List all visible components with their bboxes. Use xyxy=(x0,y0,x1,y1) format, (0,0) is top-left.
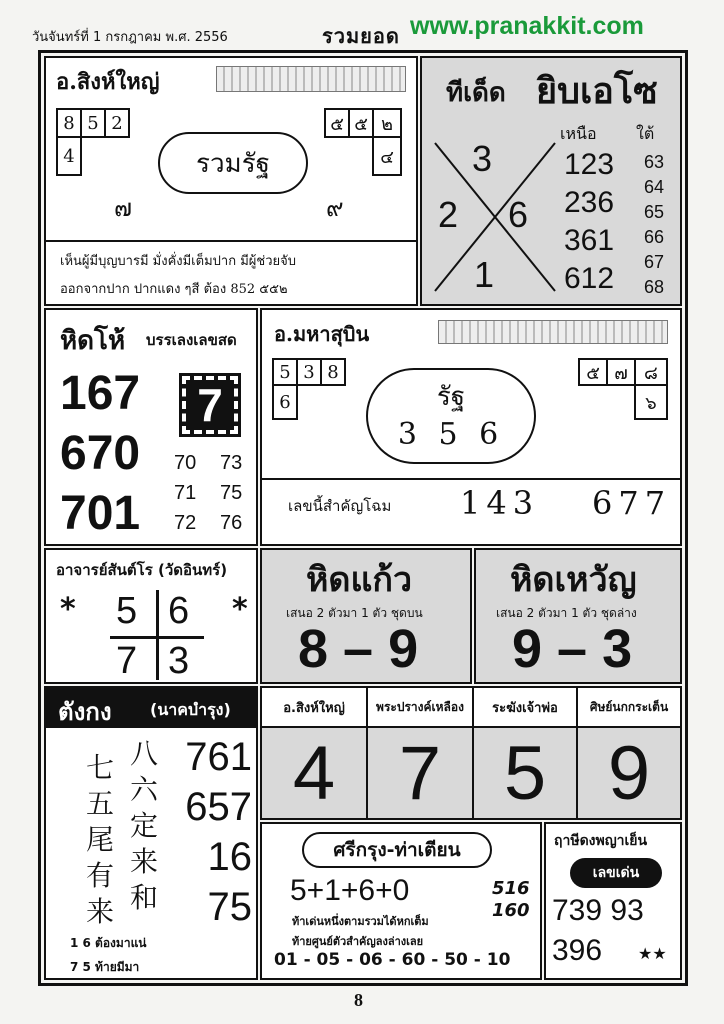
x-bottom-digit: 1 xyxy=(474,254,495,295)
srikrung-series: 01 - 05 - 06 - 60 - 50 - 10 xyxy=(274,950,511,970)
hitho-pair: 72 xyxy=(174,512,197,534)
north-number: 361 xyxy=(564,224,615,257)
south-number: 66 xyxy=(644,227,665,247)
south-number: 64 xyxy=(644,177,665,197)
four-col-head: ศิษย์นกกระเต็น xyxy=(589,699,669,714)
south-number: 63 xyxy=(644,152,665,172)
ruesi-stars-icon: ★★ xyxy=(638,944,667,963)
ruesi-badge-text: เลขเด่น xyxy=(592,865,640,881)
south-number: 65 xyxy=(644,202,665,222)
mahasuban-bottom-a: 143 xyxy=(460,484,540,522)
tangkong-note2: 7 5 ท้ายมีมา xyxy=(70,960,140,974)
ruesi-badge xyxy=(570,858,662,888)
signature-doodle xyxy=(438,320,668,344)
four-col-head: ระฆังเจ้าพ่อ xyxy=(474,688,578,726)
tangkong-number: 761 xyxy=(185,735,252,779)
mahasuban-bottom-b: 677 xyxy=(592,484,672,522)
header-date: วันจันทร์ที่ 1 กรกฎาคม พ.ศ. 2556 xyxy=(32,30,228,45)
star-left: * xyxy=(60,592,76,627)
singyai-line1: เห็นผู้มีบุญบารมี มั่งคั่งมีเต็มปาก มีผู้ช่วยจับ xyxy=(60,254,296,269)
tangkong-note1: 1 6 ต้องมาแน่ xyxy=(70,936,147,950)
hitho-stamp-digit: 7 xyxy=(197,379,223,431)
hitho-pair: 70 xyxy=(174,452,197,474)
four-col-digit: 9 xyxy=(607,730,651,816)
srikrung-side-b: 160 xyxy=(492,900,530,921)
tangkong-header xyxy=(46,688,256,728)
four-columns-panel xyxy=(260,686,682,820)
hited-title-a: ทีเด็ด xyxy=(446,78,506,108)
hitkaew-pair: 8 – 9 xyxy=(298,619,419,679)
star-right: * xyxy=(232,592,248,627)
singyai-digit: 5 xyxy=(80,108,106,138)
mahasuban-title: อ.มหาสุบิน xyxy=(274,322,370,346)
x-top-digit: 3 xyxy=(472,138,493,179)
mahasuban-bottom-label: เลขนี้สำคัญโฉม xyxy=(288,497,392,515)
chinese-text-left: 七 五 尾 有 来 xyxy=(86,751,115,928)
hitho-pair: 73 xyxy=(220,452,243,474)
singyai-digit: ๒ xyxy=(372,108,402,138)
singyai-digit: ๕ xyxy=(324,108,350,138)
tangkong-subtitle: (นาคบำรุง) xyxy=(150,700,231,719)
x-right-digit: 6 xyxy=(508,194,529,235)
hitwan-title: หิดเหวัญ xyxy=(510,560,637,600)
mahasuban-side: 6 xyxy=(272,384,298,420)
srikrung-note2: ท้ายศูนย์ตัวสำคัญลงล่างเลย xyxy=(292,935,424,948)
singyai-digit: 8 xyxy=(56,108,82,138)
hitkaew-title: หิดแก้ว xyxy=(306,560,413,600)
divider xyxy=(46,240,416,242)
hited-title-b: ยิบเอโซ xyxy=(536,71,658,112)
mahasuban-digit: 5 xyxy=(272,358,298,386)
singyai-cloud xyxy=(158,132,308,194)
ajarn-digit: 6 xyxy=(168,590,190,632)
hitho-pair: 75 xyxy=(220,482,243,504)
signature-doodle xyxy=(216,66,406,92)
four-col-head: พระปรางค์เหลือง xyxy=(368,688,474,726)
four-col-head: อ.สิงห์ใหญ่ xyxy=(262,688,368,726)
ruesi-last: 396 xyxy=(552,934,603,967)
singyai-side: ๔ xyxy=(372,136,402,176)
north-number: 612 xyxy=(564,262,615,295)
mahasuban-cloud xyxy=(366,368,536,464)
singyai-low-left: ๗ xyxy=(114,194,133,222)
singyai-digit: 2 xyxy=(104,108,130,138)
srikrung-title xyxy=(302,832,492,868)
hitho-subtitle: บรรเลงเลขสด xyxy=(146,331,237,349)
hitho-number: 670 xyxy=(60,427,141,480)
hitho-number: 167 xyxy=(60,367,141,420)
south-number: 68 xyxy=(644,277,665,297)
north-number: 236 xyxy=(564,186,615,219)
singyai-line2: ออกจากปาก ปากแดง ๆสี ต้อง 852 ๕๕๒ xyxy=(60,282,288,297)
hitwan-note: เสนอ 2 ตัวมา 1 ตัว ชุดล่าง xyxy=(496,606,637,620)
mahasuban-digit: 3 xyxy=(296,358,322,386)
x-left-digit: 2 xyxy=(438,194,459,235)
hitho-panel xyxy=(44,308,258,546)
singyai-title: อ.สิงห์ใหญ่ xyxy=(56,69,160,95)
tangkong-number: 16 xyxy=(207,835,252,879)
hited-yib-panel xyxy=(420,56,682,306)
chinese-text-right: 八 六 定 来 和 xyxy=(130,737,159,914)
ruesi-title: ฤาษีดงพญาเย็น xyxy=(554,833,648,849)
ajarn-digit: 7 xyxy=(116,640,138,682)
mahasuban-digit: ๘ xyxy=(634,358,668,386)
tangkong-number: 75 xyxy=(207,885,252,929)
singyai-center-text: รวมรัฐ xyxy=(195,148,270,179)
four-col-digit: 4 xyxy=(262,728,368,818)
mahasuban-side: ๖ xyxy=(634,384,668,420)
srikrung-formula: 5+1+6+0 xyxy=(290,874,410,907)
singyai-side: 4 xyxy=(56,136,82,176)
col-south-label: ใต้ xyxy=(636,124,655,143)
header-site-link[interactable]: www.pranakkit.com xyxy=(410,12,644,40)
four-col-digit: 5 xyxy=(474,728,578,818)
hitkaew-panel xyxy=(260,548,472,684)
singyai-panel xyxy=(44,56,418,306)
ajarn-digit: 3 xyxy=(168,640,190,682)
srikrung-title-text: ศรีกรุง-ท่าเตียน xyxy=(333,839,461,861)
grid-vertical-line xyxy=(156,590,159,680)
hitwan-pair: 9 – 3 xyxy=(512,619,633,679)
singyai-low-right: ๙ xyxy=(326,194,344,222)
four-col-digit: 7 xyxy=(368,728,474,818)
divider xyxy=(262,478,680,480)
mahasuban-panel xyxy=(260,308,682,546)
hitho-pair: 71 xyxy=(174,482,197,504)
hitho-pair: 76 xyxy=(220,512,243,534)
ruesi-panel xyxy=(544,822,682,980)
mahasuban-center-nums: 3 5 6 xyxy=(397,417,505,452)
north-number: 123 xyxy=(564,148,615,181)
ajarn-digit: 5 xyxy=(116,590,138,632)
grid-horizontal-line xyxy=(110,636,204,639)
hitkaew-note: เสนอ 2 ตัวมา 1 ตัว ชุดบน xyxy=(286,606,423,620)
header-section: รวมยอด xyxy=(322,24,400,48)
tangkong-title: ตังกง xyxy=(58,698,112,726)
hitho-stamp xyxy=(182,376,238,434)
mahasuban-digit: ๗ xyxy=(606,358,636,386)
singyai-digit: ๕ xyxy=(348,108,374,138)
page-number: 8 xyxy=(354,990,363,1010)
mahasuban-digit: 8 xyxy=(320,358,346,386)
tangkong-number: 657 xyxy=(185,785,252,829)
tangkong-panel xyxy=(44,686,258,980)
mahasuban-center-word: รัฐ xyxy=(436,382,466,412)
ajarn-panel xyxy=(44,548,258,684)
hitho-title: หิดโห้ xyxy=(60,326,126,356)
ajarn-title: อาจารย์สันต์โร (วัดอินทร์) xyxy=(56,561,228,579)
srikrung-note1: ท้าเด่นหนึ่งตามรวมได้หกเต็ม xyxy=(292,915,429,928)
hitwan-panel xyxy=(474,548,682,684)
srikrung-side-a: 516 xyxy=(492,878,530,899)
hitho-number: 701 xyxy=(60,487,141,540)
mahasuban-digit: ๕ xyxy=(578,358,608,386)
srikrung-panel xyxy=(260,822,542,980)
col-north-label: เหนือ xyxy=(560,124,597,143)
south-number: 67 xyxy=(644,252,665,272)
ruesi-numbers: 739 93 xyxy=(552,894,644,927)
